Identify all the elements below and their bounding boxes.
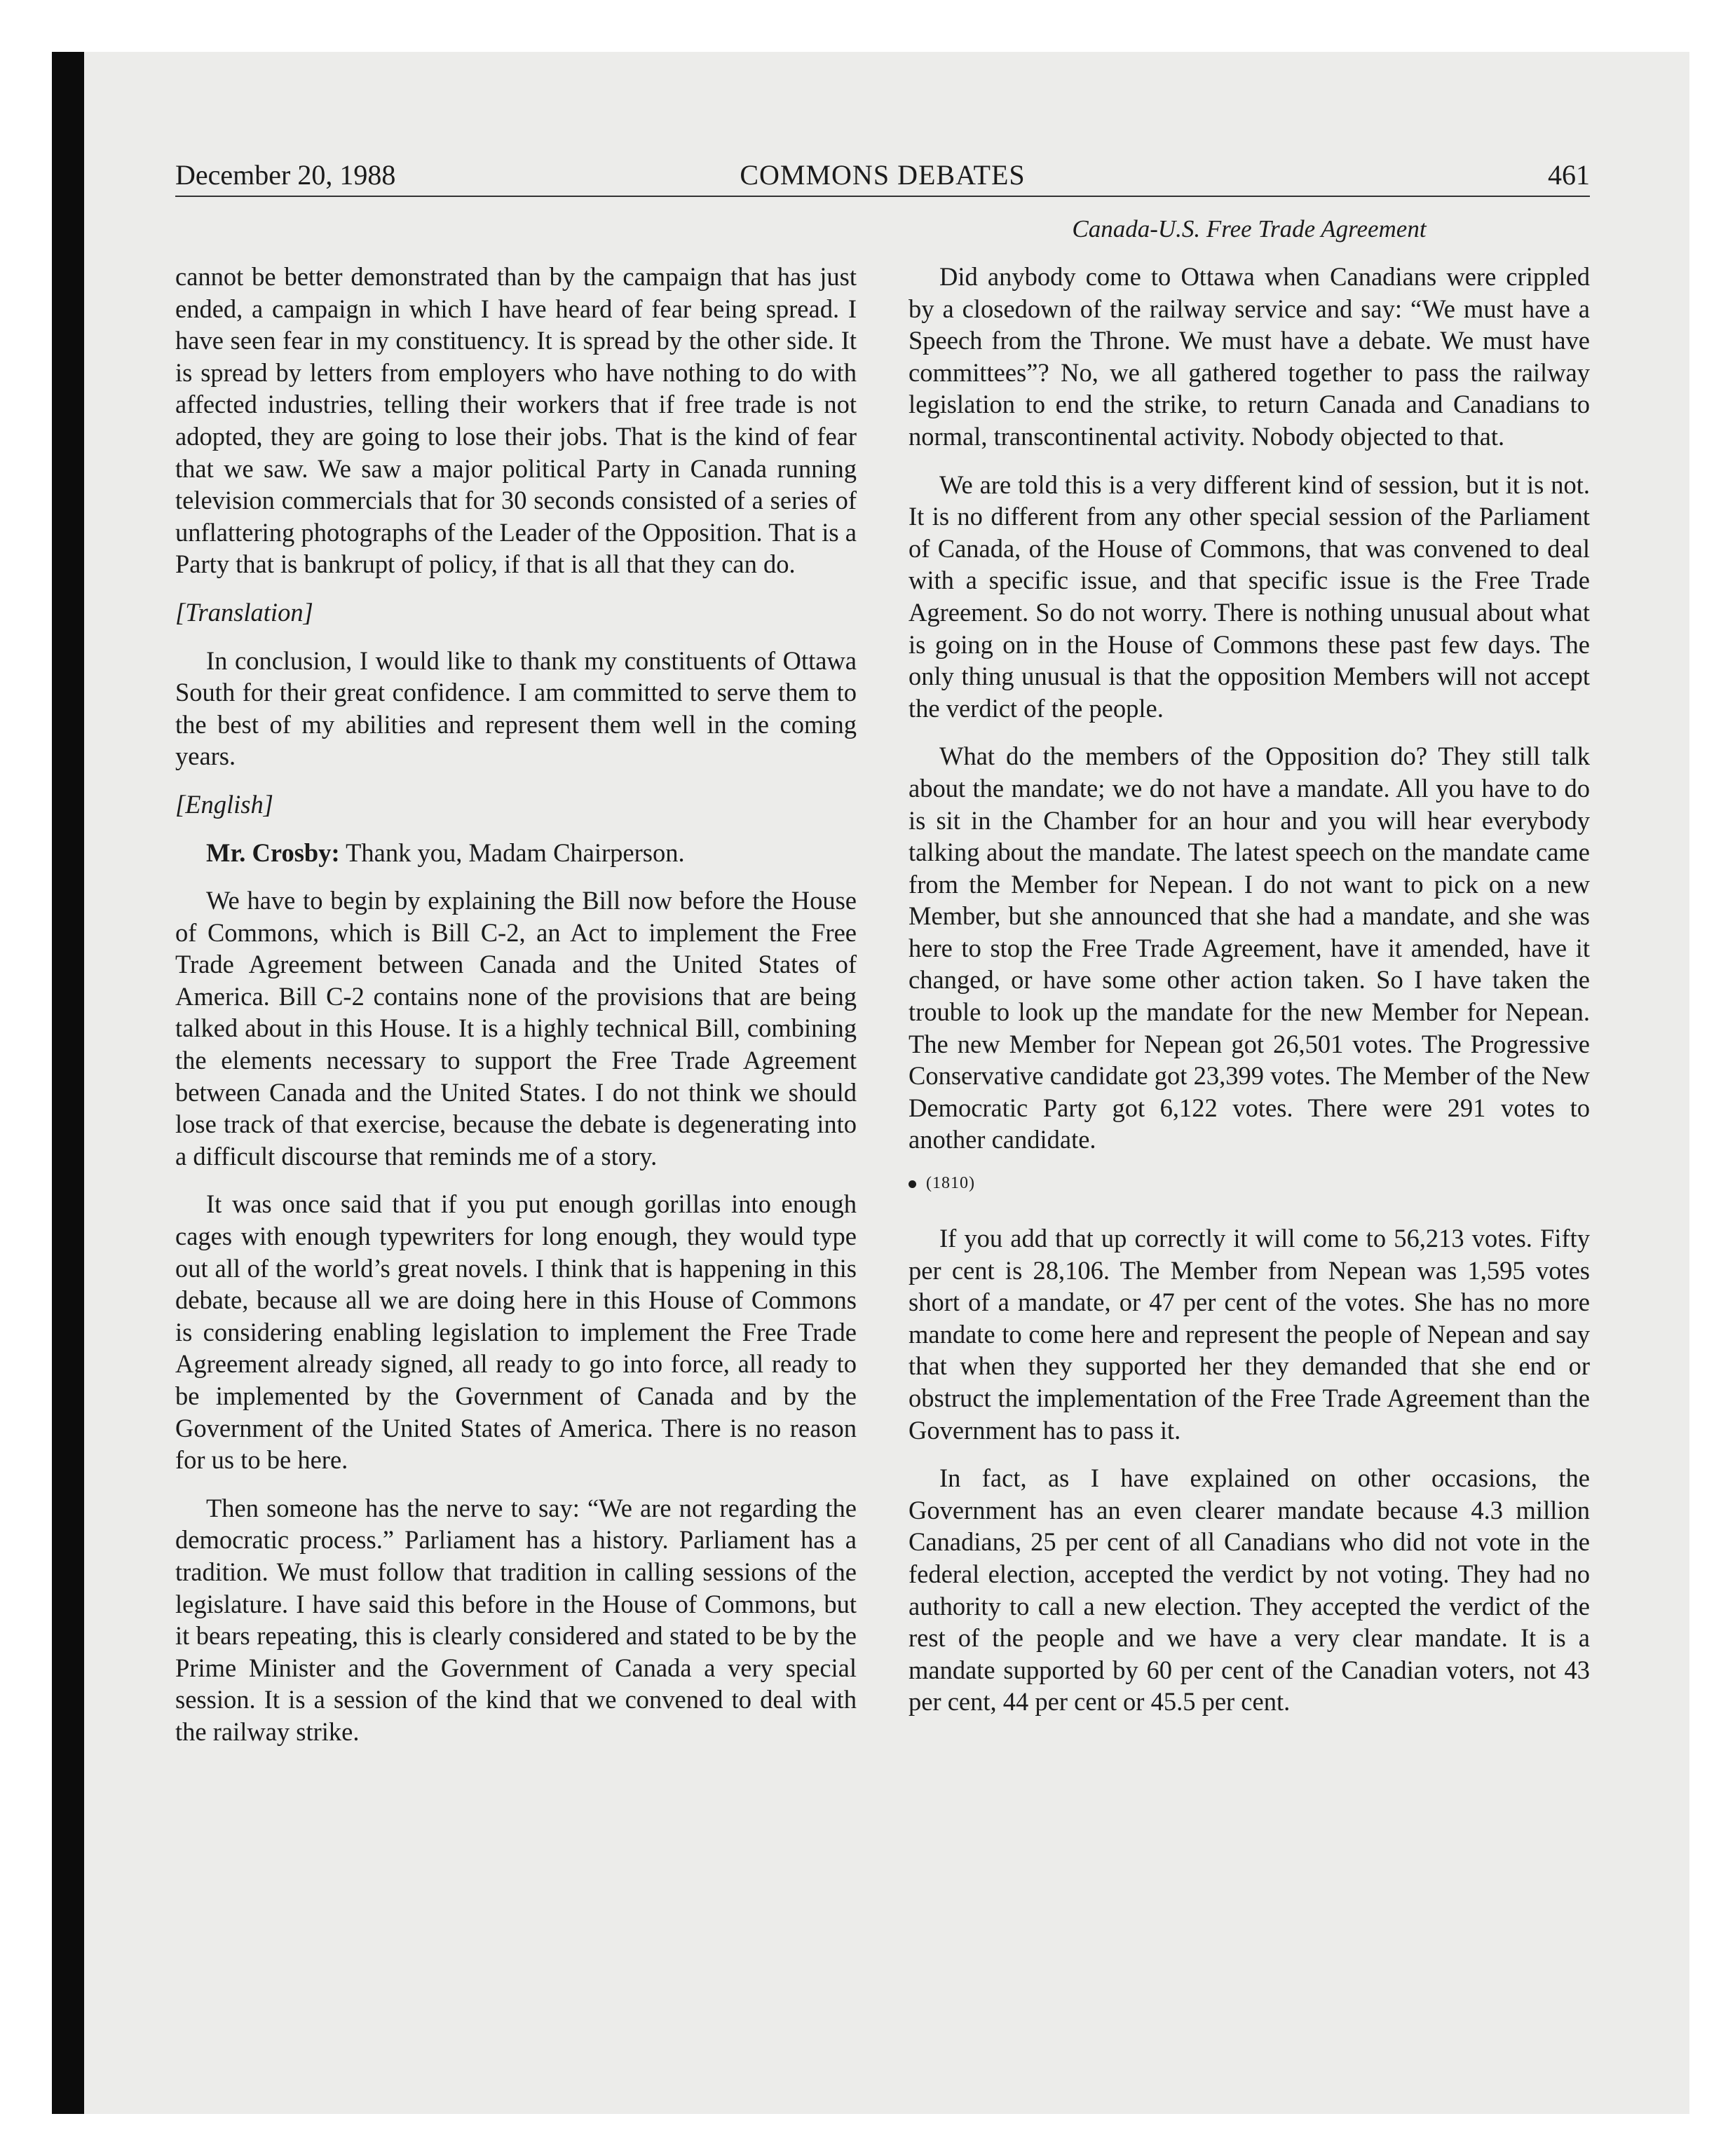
paragraph: Then someone has the nerve to say: “We are not regarding the democratic process.” Parliament has a history. Parliament has a tradition. We must follow that tradition in calling sessions of the legislature. I have said this before in the House of Commons, but it bears repeating, this is clearly considered and stated to be by the Prime Minister and the Government of Canada a very special session. It is a session of the kind that we convened to deal with the railway strike.	[175, 1493, 857, 1746]
english-marker: [English]	[175, 789, 273, 819]
speaker-text: Thank you, Madam Chairperson.	[339, 838, 685, 867]
header-title: COMMONS DEBATES	[740, 159, 1026, 191]
bullet-icon	[909, 1180, 916, 1188]
translation-marker: [Translation]	[175, 597, 313, 627]
paragraph: We have to begin by explaining the Bill now before the House of Commons, which is Bill C-2, an Act to implement the Free Trade Agreement between Canada and the United States of America. Bill C-2 contains none of the provisions that are being talked about in this House. It is a highly technical Bill, combining the elements necessary to support the Free Trade Agreement between Canada and the United States. I do not think we should lose track of that exercise, because the debate is degenerating into a difficult discourse that reminds me of a story.	[175, 886, 857, 1171]
paragraph: We are told this is a very different kind of session, but it is not. It is no different from any other special session of the Parliament of Canada, of the House of Commons, that was convened to deal with a specific issue, and that specific issue is the Free Trade Agreement. So do not worry. There is nothing unusual about what is going on in the House of Commons these past few days. The only thing unusual is that the opposition Members will not accept the verdict of the people.	[909, 470, 1590, 723]
running-subject: Canada-U.S. Free Trade Agreement	[1072, 215, 1427, 243]
speaker-paragraph	[175, 837, 857, 869]
paragraph: It was once said that if you put enough gorillas into enough cages with enough typewriters for long enough, they would type out all of the world’s great novels. I think that is happening in this debate, because all we are doing here in this House of Commons is considering enabling legislation to implement the Free Trade Agreement already signed, all ready to go into force, all ready to be implemented by the Government of Canada and by the Government of the United States of America. There is no reason for us to be here.	[175, 1189, 857, 1475]
paragraph: cannot be better demonstrated than by the campaign that has just ended, a campaign in which I have heard of fear being spread. I have seen fear in my constituency. It is spread by the other side. It is spread by letters from employers who have nothing to do with affected industries, telling their workers that if free trade is not adopted, they are going to lose their jobs. That is the kind of fear that we saw. We saw a major political Party in Canada running television commercials that for 30 seconds consisted of a series of unflattering photographs of the Leader of the Opposition. That is a Party that is bankrupt of policy, if that is all that they can do.	[175, 262, 857, 579]
time-marker-text: (1810)	[926, 1174, 975, 1193]
header-date: December 20, 1988	[175, 159, 396, 191]
scan-edge-shadow	[52, 52, 84, 2114]
time-marker	[909, 1172, 1590, 1194]
page-number: 461	[1548, 159, 1590, 191]
right-column	[909, 261, 1590, 1734]
paragraph: In conclusion, I would like to thank my constituents of Ottawa South for their great confidence. I am committed to serve them to the best of my abilities and represent them well in the coming years.	[175, 646, 857, 771]
paragraph: What do the members of the Opposition do? They still talk about the mandate; we do not have a mandate. All you have to do is sit in the Chamber for an hour and you will hear everybody talking about the mandate. The latest speech on the mandate came from the Member for Nepean. I do not want to pick on a new Member, but she announced that she had a mandate, and she was here to stop the Free Trade Agreement, have it amended, have it changed, or have some other action taken. So I have taken the trouble to look up the mandate for the new Member for Nepean. The new Member for Nepean got 26,501 votes. The Progressive Conservative candidate got 23,399 votes. The Member of the New Democratic Party got 6,122 votes. There were 291 votes to another candidate.	[909, 742, 1590, 1154]
left-column	[175, 261, 857, 1764]
header-rule	[175, 196, 1590, 197]
paragraph: In fact, as I have explained on other occasions, the Government has an even clearer mandate because 4.3 million Canadians, 25 per cent of all Canadians who did not vote in the federal election, accepted the verdict by not voting. They had no authority to call a new election. They accepted the verdict of the rest of the people and we have a very clear mandate. It is a mandate supported by 60 per cent of the Canadian voters, not 43 per cent, 44 per cent or 45.5 per cent.	[909, 1464, 1590, 1717]
paragraph: Did anybody come to Ottawa when Canadians were crippled by a closedown of the railway service and say: “We must have a Speech from the Throne. We must have a debate. We must have committees”? No, we all gathered together to pass the railway legislation to end the strike, to return Canada and Canadians to normal, transcontinental activity. Nobody objected to that.	[909, 262, 1590, 451]
page-header	[175, 156, 1590, 195]
paragraph: If you add that up correctly it will come to 56,213 votes. Fifty per cent is 28,106. The Member from Nepean was 1,595 votes short of a mandate, or 47 per cent of the votes. She has no more mandate to come here and represent the people of Nepean and say that when they supported her they demanded that she end or obstruct the implementation of the Free Trade Agreement than the Government has to pass it.	[909, 1224, 1590, 1445]
speaker-name: Mr. Crosby:	[206, 838, 340, 867]
